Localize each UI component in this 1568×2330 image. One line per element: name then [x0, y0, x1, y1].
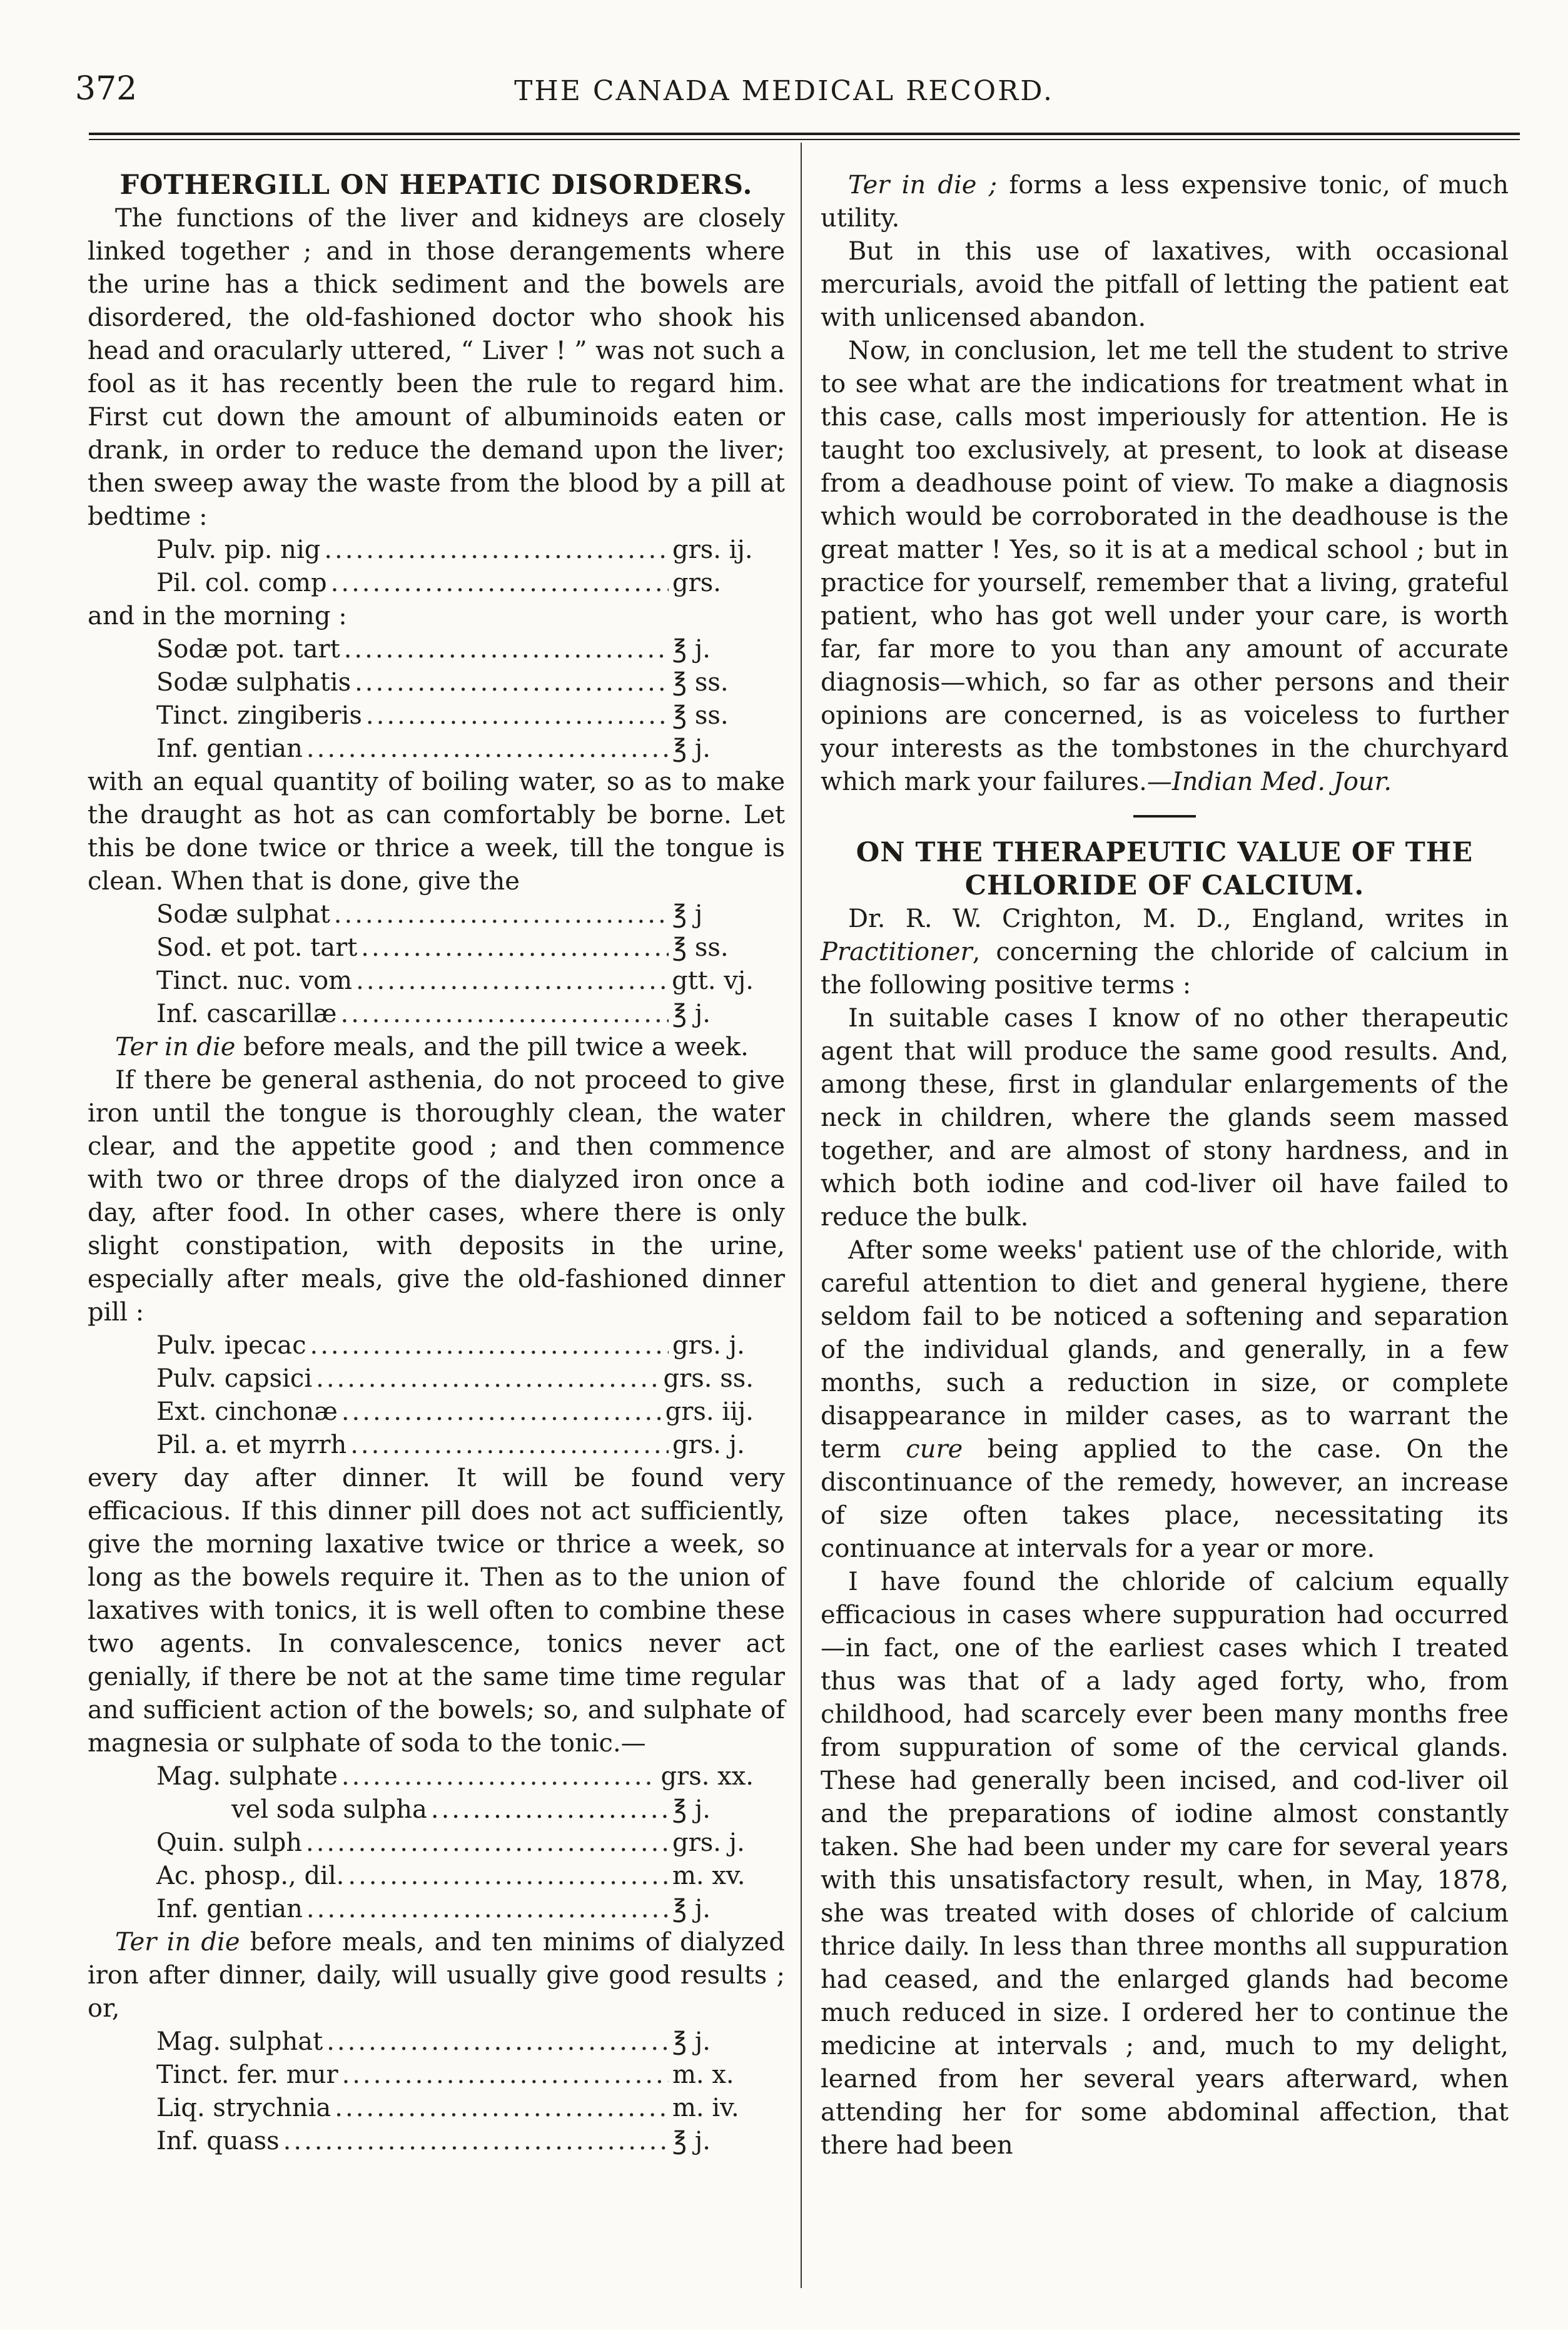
paragraph: with an equal quantity of boiling water, so as to make the draught as hot as can comfortably be borne. Let this be done twice or thrice a week, till the tongue is clean. When that is done, give the [88, 767, 785, 896]
prescription-line: Pil. a. et myrrh ..... grs. j. [156, 1429, 754, 1462]
prescription-line: vel soda sulpha ..... ℥ j. [88, 1793, 785, 1826]
prescription-block [88, 534, 785, 600]
left-column [88, 169, 785, 2158]
prescription-line: Ext. cinchonæ ..... grs. iij. [156, 1395, 754, 1429]
prescription-line: Pil. col. comp ..... grs. [156, 567, 754, 600]
prescription-line: Tinct. zingiberis ..... ℥ ss. [156, 699, 754, 732]
prescription-line: Sodæ pot. tart ..... ℥ j. [156, 633, 754, 666]
prescription-block [88, 898, 785, 1031]
prescription-block [88, 2025, 785, 2158]
prescription-line: Pulv. pip. nig ..... grs. ij. [156, 534, 754, 567]
paragraph: Ter in die before meals, and the pill twice a week. [115, 1033, 749, 1061]
section-divider [1133, 815, 1196, 818]
paragraph: If there be general asthenia, do not proceed to give iron until the tongue is thoroughly clean, the water clear, and the appetite good ; and then commence with two or three drops of the dialyzed iron once a day, after food. In other cases, where there is only slight constipation, with deposits in the urine, especially after meals, give the old-fashioned dinner pill : [88, 1066, 785, 1327]
prescription-line: Pulv. capsici ..... grs. ss. [156, 1362, 754, 1395]
prescription-line: Inf. gentian ..... ℥ j. [156, 732, 754, 766]
prescription-block [88, 1760, 785, 1793]
paragraph: The functions of the liver and kidneys are closely linked together ; and in those derangements where the urine has a thick sediment and the bowels are disordered, the old-fashioned doctor who shook his head and oracularly uttered, “ Liver ! ” was not such a fool as it has recently been the rule to regard him. First cut down the amount of albuminoids eaten or drank, in order to reduce the demand upon the liver; then sweep away the waste from the blood by a pill at bedtime : [88, 204, 785, 531]
paragraph: Ter in die ; forms a less expensive tonic, of much utility. [821, 171, 1509, 233]
prescription-block [88, 1826, 785, 1926]
prescription-line: Liq. strychnia ..... m. iv. [156, 2092, 754, 2125]
page-number: 372 [75, 70, 138, 108]
paragraph: In suitable cases I know of no other therapeutic agent that will produce the same good results. And, among these, first in glandular enlargements of the neck in children, where the glands seem massed together, and are almost of stony hardness, and in which both iodine and cod-liver oil have failed to reduce the bulk. [821, 1004, 1509, 1232]
paragraph: Dr. R. W. Crighton, M. D., England, writes in Practitioner, concerning the chloride of calcium in the following positive terms : [821, 904, 1509, 1000]
header-rule [89, 133, 1520, 135]
prescription-line: Mag. sulphat ..... ℥ j. [156, 2025, 754, 2059]
paragraph: Now, in conclusion, let me tell the student to strive to see what are the indications for treatment what in this case, calls most imperiously for attention. He is taught too exclusively, at present, to look at disease from a deadhouse point of view. To make a diagnosis which would be corroborated in the deadhouse is the great matter ! Yes, so it is at a medical school ; but in practice for yourself, remember that a living, grateful patient, who has got well under your care, is worth far, far more to you than any amount of accurate diagnosis—which, so far as other persons and their opinions are concerned, is as voiceless to further your interests as the tombstones in the churchyard which mark your failures.—Indian Med. Jour. [821, 337, 1509, 796]
prescription-line: Inf. gentian ..... ℥ j. [156, 1893, 754, 1926]
paragraph: and in the morning : [88, 602, 347, 631]
paragraph: I have found the chloride of calcium equally efficacious in cases where suppuration had occurred—in fact, one of the earliest cases which I treated thus was that of a lady aged forty, who, from childhood, had scarcely ever been many months free from suppuration of some of the cervical glands. These had generally been incised, and cod-liver oil and the preparations of iodine almost constantly taken. She had been under my care for several years with this unsatisfactory result, when, in May, 1878, she was treated with doses of chloride of calcium thrice daily. In less than three months all suppuration had ceased, and the enlarged glands had become much reduced in size. I ordered her to continue the medicine at intervals ; and, much to my delight, learned from her several years afterward, when attending her for some abdominal affection, that there had been [821, 1568, 1509, 2160]
paragraph: But in this use of laxatives, with occasional mercurials, avoid the pitfall of letting the patient eat with unlicensed abandon. [821, 237, 1509, 332]
prescription-line: Sod. et pot. tart ..... ℥ ss. [156, 931, 754, 965]
prescription-line: Mag. sulphate ..... grs. xx. [156, 1760, 754, 1793]
prescription-line: Inf. quass ..... ℥ j. [156, 2125, 754, 2158]
article-title-chloride: ON THE THERAPEUTIC VALUE OF THE CHLORIDE OF CALCIUM. [856, 837, 1474, 901]
paragraph: Ter in die before meals, and ten minims of dialyzed iron after dinner, daily, will usually give good results ; or, [88, 1928, 786, 2023]
paragraph: After some weeks' patient use of the chloride, with careful attention to diet and general hygiene, there seldom fail to be noticed a softening and separation of the individual glands, and generally, in a few months, such a reduction in size, or complete disappearance in milder cases, as to warrant the term cure being applied to the case. On the discontinuance of the remedy, however, an increase of size often takes place, necessitating its continuance at intervals for a year or more. [821, 1236, 1509, 1563]
article-title-fothergill: FOTHERGILL ON HEPATIC DISORDERS. [119, 170, 753, 201]
prescription-block [88, 1329, 785, 1462]
prescription-line: Tinct. nuc. vom ..... gtt. vj. [156, 965, 754, 998]
running-head: THE CANADA MEDICAL RECORD. [514, 75, 1054, 107]
right-column [821, 169, 1509, 2162]
column-divider [801, 143, 802, 2288]
prescription-block [88, 633, 785, 766]
prescription-line: Ac. phosp., dil. ..... m. xv. [156, 1860, 754, 1893]
prescription-line: Pulv. ipecac ..... grs. j. [156, 1329, 754, 1362]
prescription-line: Quin. sulph ..... grs. j. [156, 1826, 754, 1860]
paragraph: every day after dinner. It will be found very efficacious. If this dinner pill does not act sufficiently, give the morning laxative twice or thrice a week, so long as the bowels require it. Then as to the union of laxatives with tonics, it is well often to combine these two agents. In convalescence, tonics never act genially, if there be not at the same time time regular and sufficient action of the bowels; so, and sulphate of magnesia or sulphate of soda to the tonic.— [88, 1464, 785, 1758]
prescription-line: Sodæ sulphat ..... ℥ j [156, 898, 754, 931]
prescription-line: Inf. cascarillæ ..... ℥ j. [156, 998, 754, 1031]
header-rule-thin [89, 139, 1520, 140]
prescription-line: Tinct. fer. mur ..... m. x. [156, 2059, 754, 2092]
prescription-line: Sodæ sulphatis ..... ℥ ss. [156, 666, 754, 699]
